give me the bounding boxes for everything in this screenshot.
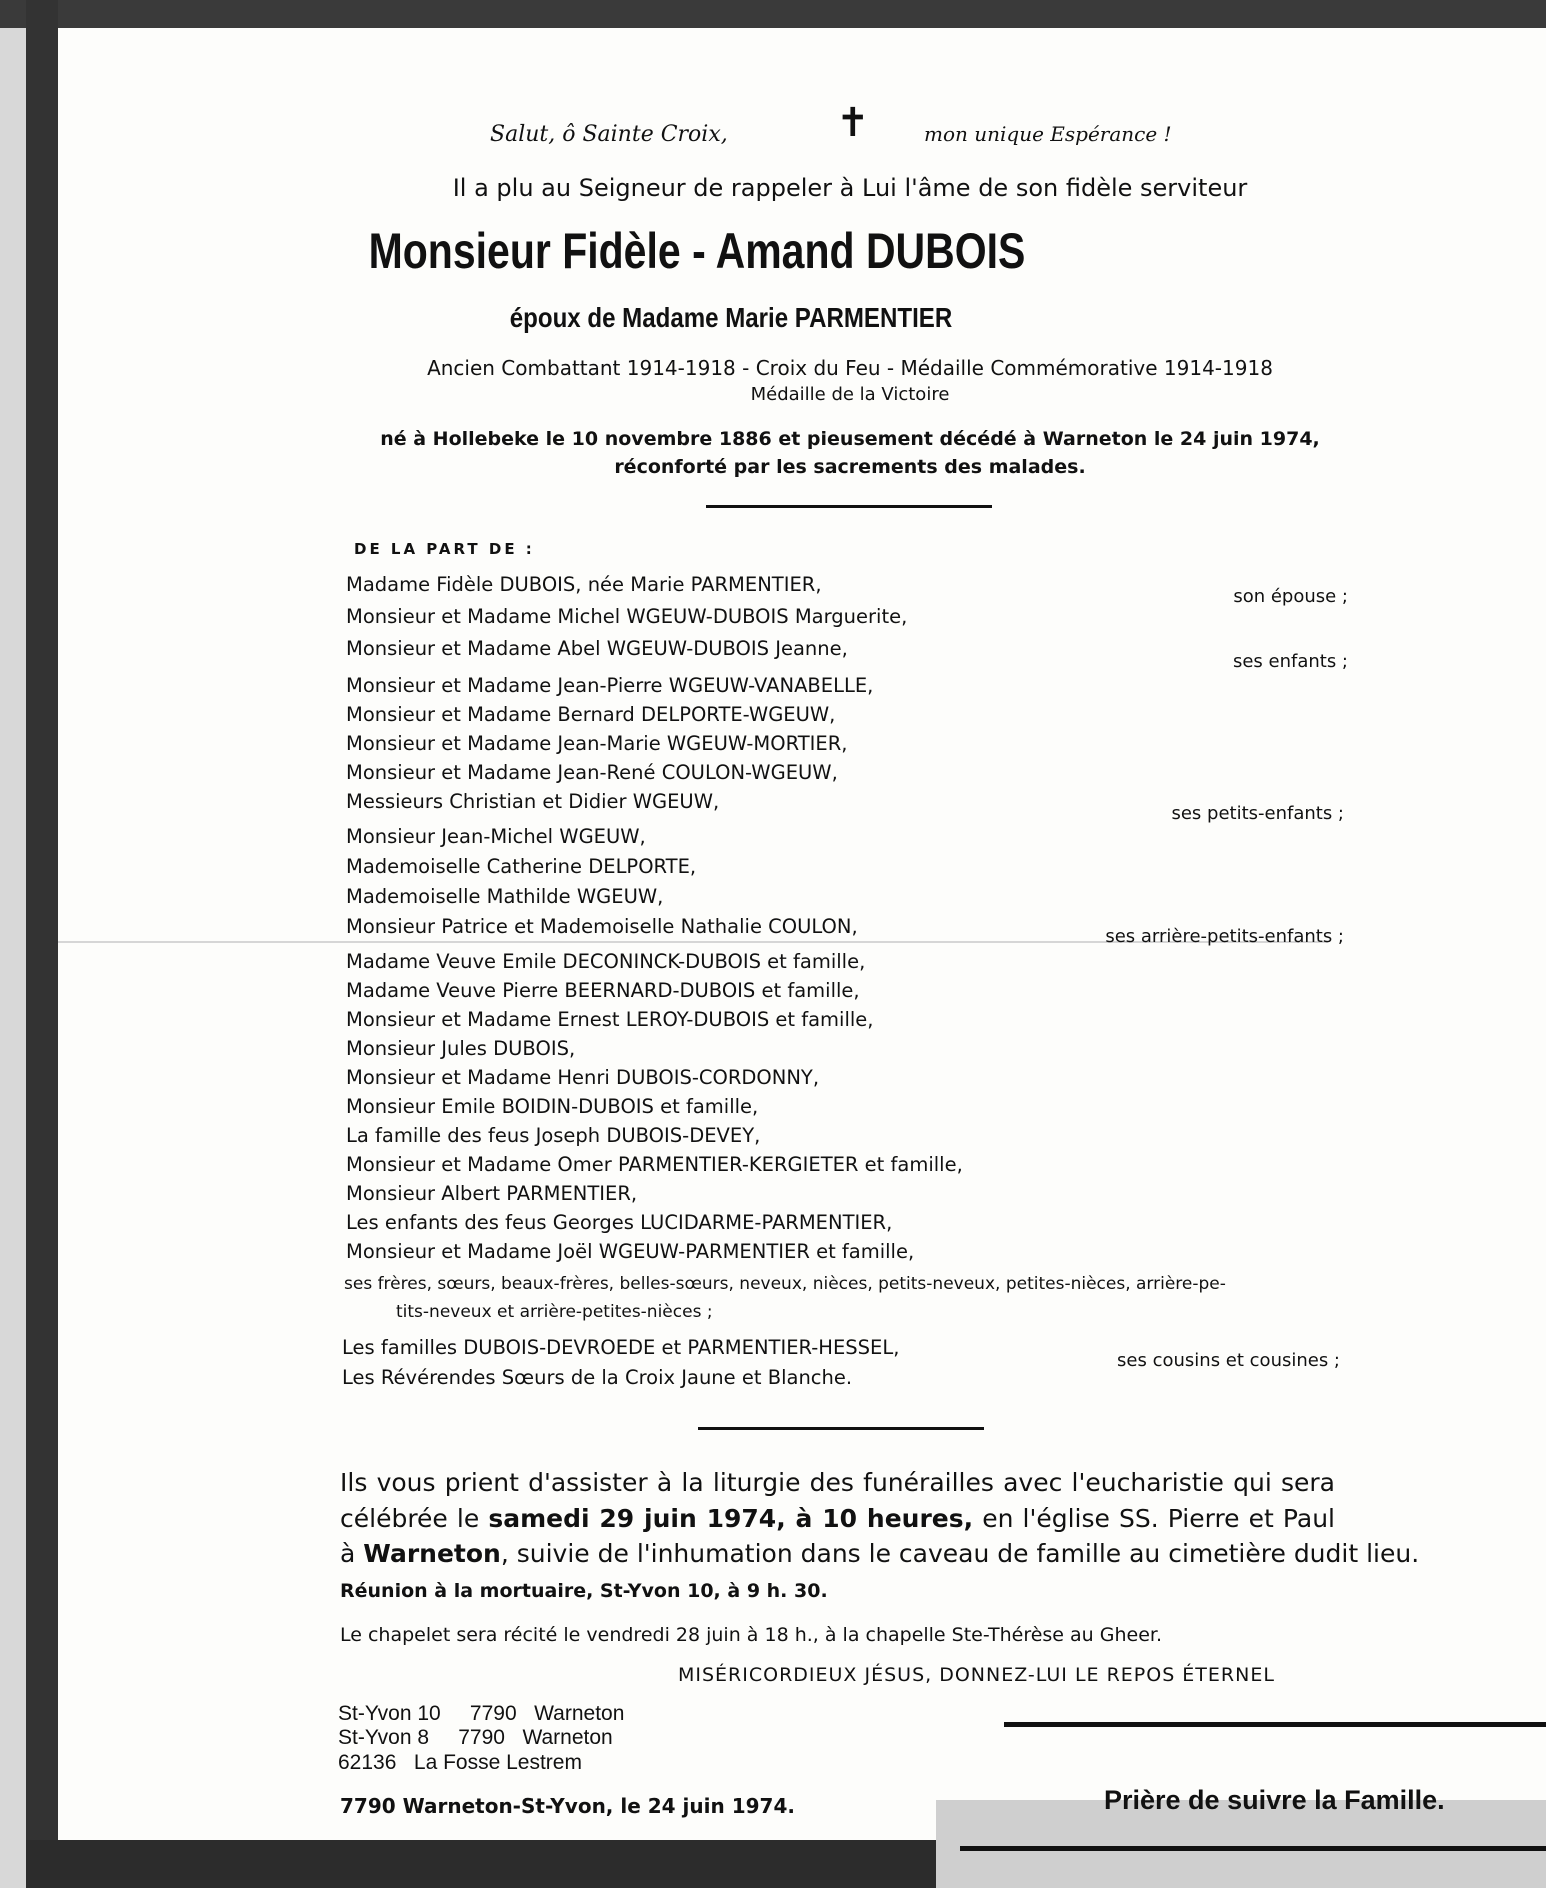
comforted-line: réconforté par les sacrements des malades. <box>614 456 1086 478</box>
list-item: Madame Fidèle DUBOIS, née Marie PARMENTIER, <box>346 573 822 596</box>
list-item: Monsieur et Madame Henri DUBOIS-CORDONNY, <box>346 1066 820 1089</box>
funeral-line-3-a: à <box>340 1539 364 1568</box>
footer-rule-top <box>1004 1722 1546 1727</box>
birth-death-line: né à Hollebeke le 10 novembre 1886 et pieusement décédé à Warneton le 24 juin 1974, <box>380 428 1320 450</box>
list-item: Monsieur et Madame Bernard DELPORTE-WGEUW, <box>346 703 836 726</box>
funeral-line-2-c: en l'église SS. Pierre et Paul <box>973 1504 1335 1533</box>
spouse-line: époux de Madame Marie PARMENTIER <box>509 302 953 333</box>
relation-label: ses arrière-petits-enfants ; <box>1105 926 1344 947</box>
relation-label: son épouse ; <box>1233 586 1348 607</box>
list-item: Madame Veuve Pierre BEERNARD-DUBOIS et famille, <box>346 979 860 1002</box>
list-item: Monsieur Patrice et Mademoiselle Nathalie COULON, <box>346 915 858 938</box>
funeral-line-2 <box>340 1504 1335 1533</box>
list-item: Mademoiselle Mathilde WGEUW, <box>346 885 664 908</box>
list-item: Les enfants des feus Georges LUCIDARME-PARMENTIER, <box>346 1211 893 1234</box>
relation-label: ses petits-enfants ; <box>1171 803 1344 824</box>
list-item: Monsieur Albert PARMENTIER, <box>346 1182 638 1205</box>
scan-border-left <box>26 0 58 1888</box>
divider-1 <box>706 505 992 508</box>
intro-text: Il a plu au Seigneur de rappeler à Lui l'âme de son fidèle serviteur <box>452 174 1248 202</box>
honors-line-1: Ancien Combattant 1914-1918 - Croix du Feu - Médaille Commémorative 1914-1918 <box>427 356 1273 380</box>
footer-rule-bottom <box>960 1846 1546 1851</box>
list-item: Monsieur et Madame Joël WGEUW-PARMENTIER et famille, <box>346 1240 915 1263</box>
reunion-line: Réunion à la mortuaire, St-Yvon 10, à 9 h. 30. <box>340 1580 828 1602</box>
date-line: 7790 Warneton-St-Yvon, le 24 juin 1974. <box>340 1794 795 1818</box>
list-item: Monsieur et Madame Jean-René COULON-WGEUW, <box>346 761 838 784</box>
funeral-line-1: Ils vous prient d'assister à la liturgie des funérailles avec l'eucharistie qui sera <box>340 1468 1335 1497</box>
list-item: Monsieur et Madame Omer PARMENTIER-KERGIETER et famille, <box>346 1153 963 1176</box>
cross-icon: ✝ <box>836 100 870 146</box>
funeral-date-time: samedi 29 juin 1974, à 10 heures, <box>488 1504 974 1533</box>
scan-border-bottom <box>26 1840 936 1888</box>
address-line: St-Yvon 10 7790 Warneton <box>338 1702 625 1725</box>
list-item: Monsieur et Madame Jean-Pierre WGEUW-VANABELLE, <box>346 674 874 697</box>
rosary-line: Le chapelet sera récité le vendredi 28 juin à 18 h., à la chapelle Ste-Thérèse au Gheer. <box>340 1624 1163 1646</box>
list-item: La famille des feus Joseph DUBOIS-DEVEY, <box>346 1124 761 1147</box>
list-item: Madame Veuve Emile DECONINCK-DUBOIS et famille, <box>346 950 866 973</box>
list-item: Monsieur Emile BOIDIN-DUBOIS et famille, <box>346 1095 759 1118</box>
list-item: Mademoiselle Catherine DELPORTE, <box>346 855 697 878</box>
address-line: St-Yvon 8 7790 Warneton <box>338 1726 613 1749</box>
relation-label: ses enfants ; <box>1232 651 1348 672</box>
prayer-invocation: MISÉRICORDIEUX JÉSUS, DONNEZ-LUI LE REPOS ÉTERNEL <box>678 1664 1275 1686</box>
funeral-line-3 <box>340 1539 1420 1568</box>
list-item: Messieurs Christian et Didier WGEUW, <box>346 790 720 813</box>
list-item: tits-neveux et arrière-petites-nièces ; <box>396 1302 713 1322</box>
funeral-line-2-a: célébrée le <box>340 1504 489 1533</box>
funeral-line-3-c: , suivie de l'inhumation dans le caveau de famille au cimetière dudit lieu. <box>500 1539 1420 1568</box>
address-line: 62136 La Fosse Lestrem <box>338 1751 582 1774</box>
list-item: Monsieur et Madame Ernest LEROY-DUBOIS et famille, <box>346 1008 874 1031</box>
right-invocation: mon unique Espérance ! <box>924 122 1172 146</box>
family-heading: DE LA PART DE : <box>354 540 535 558</box>
honors-line-2: Médaille de la Victoire <box>750 384 950 405</box>
funeral-place: Warneton <box>363 1539 501 1568</box>
divider-2 <box>698 1427 984 1430</box>
relation-label: ses cousins et cousines ; <box>1117 1350 1340 1371</box>
list-item: Monsieur et Madame Jean-Marie WGEUW-MORTIER, <box>346 732 848 755</box>
scan-border-top <box>0 0 1546 28</box>
list-item: Monsieur Jean-Michel WGEUW, <box>346 825 646 848</box>
follow-family-note: Prière de suivre la Famille. <box>1104 1785 1445 1815</box>
left-invocation: Salut, ô Sainte Croix, <box>490 122 728 147</box>
list-item: Monsieur et Madame Abel WGEUW-DUBOIS Jeanne, <box>346 637 848 660</box>
list-item: Les Révérendes Sœurs de la Croix Jaune et Blanche. <box>342 1366 853 1389</box>
list-item: ses frères, sœurs, beaux-frères, belles-sœurs, neveux, nièces, petits-neveux, petites-nièces, arrière-pe- <box>344 1274 1226 1294</box>
list-item: Monsieur Jules DUBOIS, <box>346 1037 576 1060</box>
deceased-name: Monsieur Fidèle - Amand DUBOIS <box>368 223 1026 279</box>
list-item: Monsieur et Madame Michel WGEUW-DUBOIS Marguerite, <box>346 605 908 628</box>
list-item: Les familles DUBOIS-DEVROEDE et PARMENTIER-HESSEL, <box>342 1336 900 1359</box>
